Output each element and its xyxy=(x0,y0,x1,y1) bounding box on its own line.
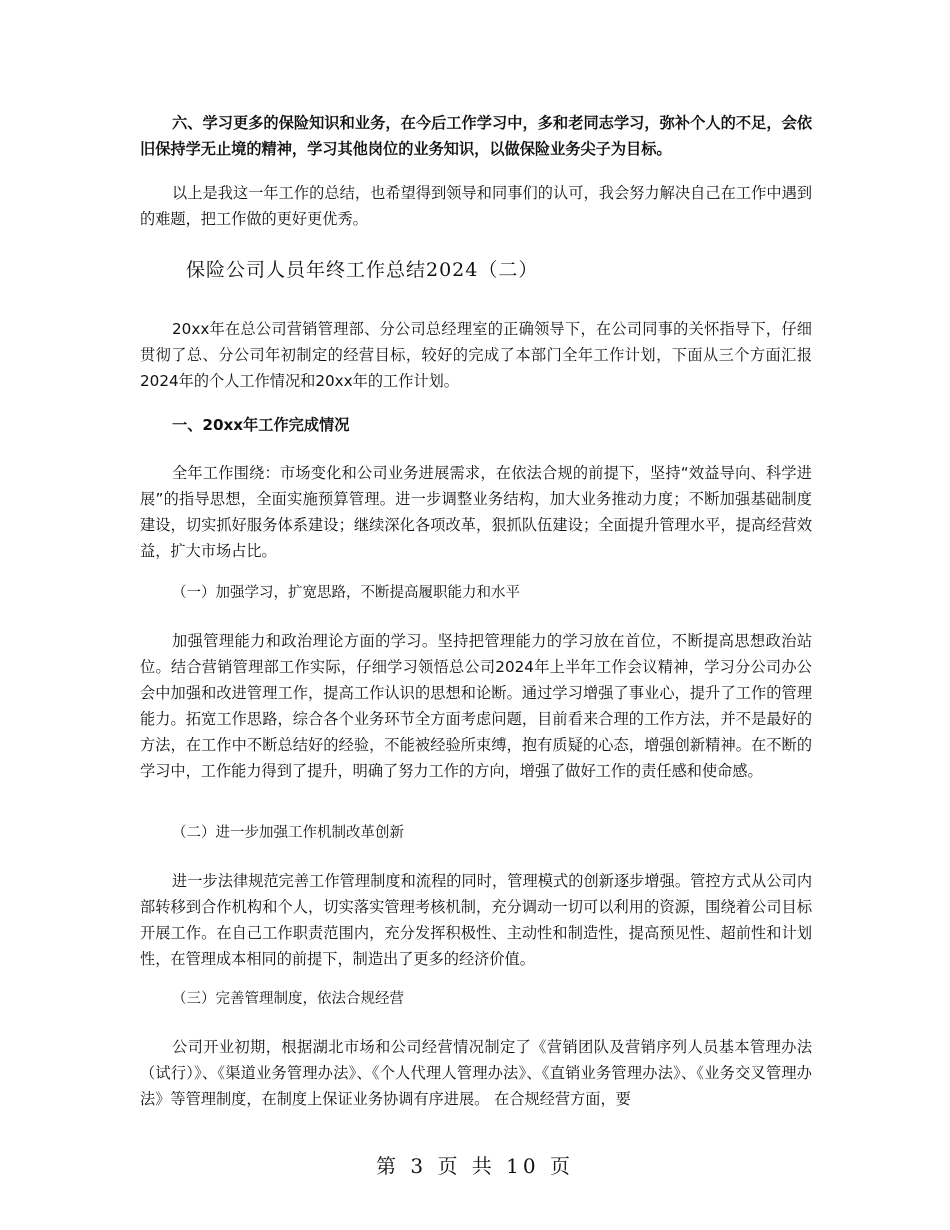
paragraph-six: 六、学习更多的保险知识和业务，在今后工作学习中，多和老同志学习，弥补个人的不足，会依旧保持学无止境的精神，学习其他岗位的业务知识，以做保险业务尖子为目标。 xyxy=(140,114,812,158)
paragraph-sub3: 公司开业初期，根据湖北市场和公司经营情况制定了《营销团队及营销序列人员基本管理办法（试行）》、《渠道业务管理办法》、《个人代理人管理办法》、《直销业务管理办法》、《业务交叉管理办法》等管理制度，在制度上保证业务协调有序进展。 在合规经营方面，要 xyxy=(140,1038,812,1108)
paragraph-overall: 全年工作围绕：市场变化和公司业务进展需求，在依法合规的前提下，坚持“效益导向、科学进展”的指导思想，全面实施预算管理。进一步调整业务结构，加大业务推动力度；不断加强基础制度建设，切实抓好服务体系建设；继续深化各项改革，狠抓队伍建设；全面提升管理水平，提高经营效益，扩大市场占比。 xyxy=(140,464,812,560)
page-number-footer: 第 3 页 共 10 页 xyxy=(376,1154,574,1178)
sub-heading-2: （二）进一步加强工作机制改革创新 xyxy=(172,825,404,841)
paragraph-sub1: 加强管理能力和政治理论方面的学习。坚持把管理能力的学习放在首位，不断提高思想政治站位。结合营销管理部工作实际，仔细学习领悟总公司2024年上半年工作会议精神，学习分公司办公会中加强和改进管理工作，提高工作认识的思想和论断。通过学习增强了事业心，提升了工作的管理能力。拓宽工作思路，综合各个业务环节全方面考虑问题，目前看来合理的工作方法，并不是最好的方法，在工作中不断总结好的经验，不能被经验所束缚，抱有质疑的心态，增强创新精神。在不断的学习中，工作能力得到了提升，明确了努力工作的方向，增强了做好工作的责任感和使命感。 xyxy=(140,632,812,780)
paragraph-sub2: 进一步法律规范完善工作管理制度和流程的同时，管理模式的创新逐步增强。管控方式从公司内部转移到合作机构和个人，切实落实管理考核机制，充分调动一切可以利用的资源，围绕着公司目标开展工作。在自己工作职责范围内，充分发挥积极性、主动性和制造性，提高预见性、超前性和计划性，在管理成本相同的前提下，制造出了更多的经济价值。 xyxy=(140,872,812,968)
sub-heading-1: （一）加强学习，扩宽思路，不断提高履职能力和水平 xyxy=(172,585,520,601)
document-title: 保险公司人员年终工作总结2024（二） xyxy=(186,259,539,281)
section-heading-1: 一、20xx年工作完成情况 xyxy=(172,416,350,434)
paragraph-summary: 以上是我这一年工作的总结，也希望得到领导和同事们的认可，我会努力解决自己在工作中遇到的难题，把工作做的更好更优秀。 xyxy=(140,184,812,228)
sub-heading-3: （三）完善管理制度，依法合规经营 xyxy=(172,991,404,1007)
paragraph-intro: 20xx年在总公司营销管理部、分公司总经理室的正确领导下，在公司同事的关怀指导下，仔细贯彻了总、分公司年初制定的经营目标，较好的完成了本部门全年工作计划，下面从三个方面汇报2024年的个人工作情况和20xx年的工作计划。 xyxy=(140,320,812,390)
